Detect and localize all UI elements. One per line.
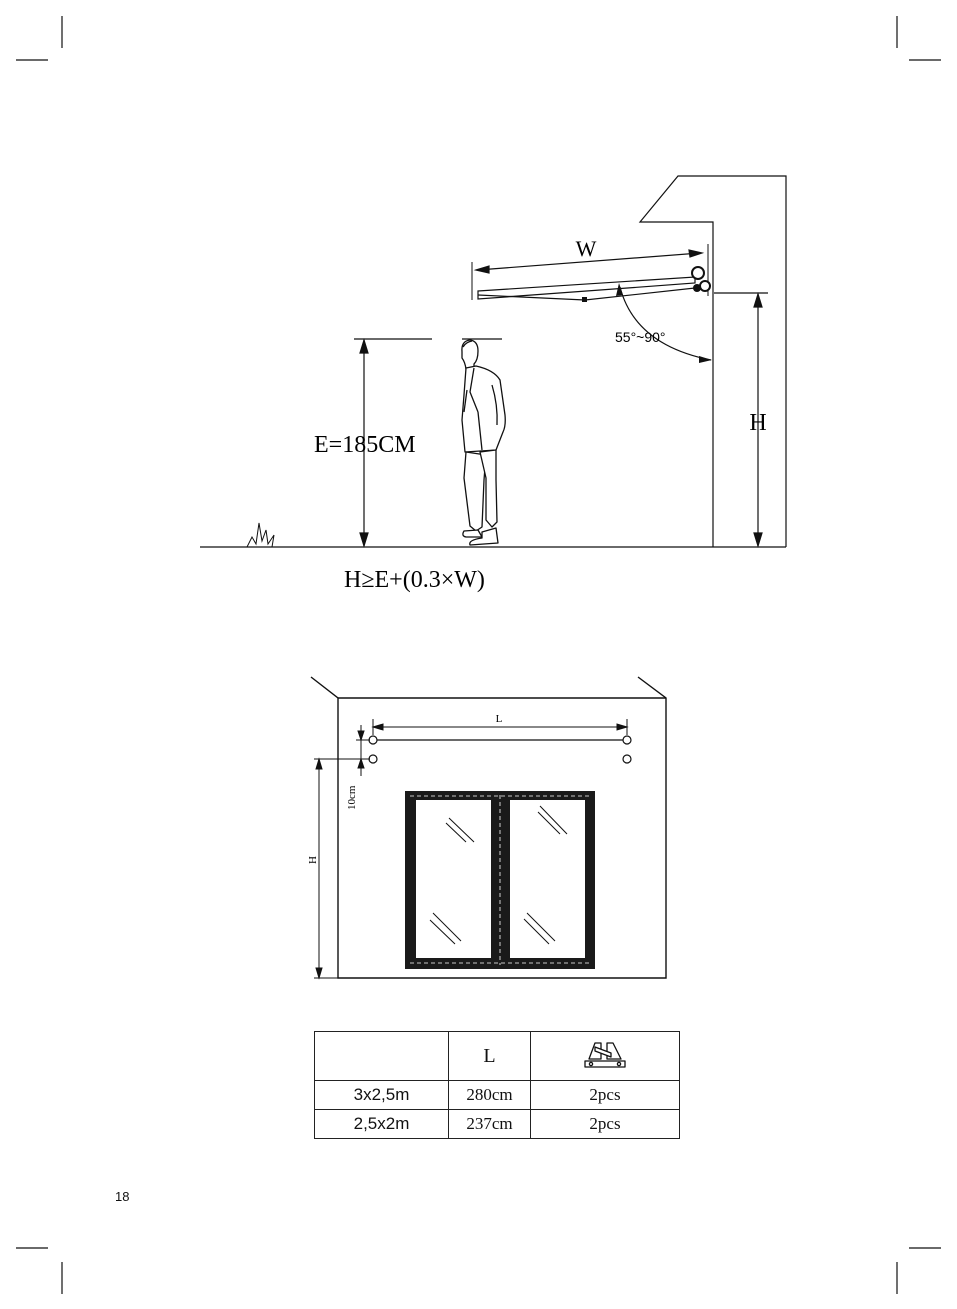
header-length-cell: L: [449, 1032, 531, 1081]
width-label: W: [575, 236, 597, 261]
offset-label: 10cm: [346, 785, 358, 810]
table-row: [315, 1110, 680, 1139]
person-figure: [462, 340, 505, 545]
table-header-row: [315, 1032, 680, 1081]
front-height-label: H: [307, 856, 319, 864]
side-view-diagram: [0, 0, 957, 620]
page-number: 18: [115, 1189, 130, 1204]
grass-icon: [247, 523, 274, 547]
mount-points: [369, 736, 631, 763]
eave-label: E=185CM: [314, 432, 416, 458]
front-height-dimension: [314, 759, 370, 978]
angle-label: 55°~90°: [615, 329, 666, 345]
size-cell: 2,5x2m: [315, 1110, 449, 1139]
length-label: L: [495, 713, 503, 725]
length-cell: 237cm: [449, 1110, 531, 1139]
brackets-cell: 2pcs: [531, 1110, 680, 1139]
bracket-icon: [581, 1037, 629, 1071]
formula-text: H≥E+(0.3×W): [344, 567, 485, 593]
offset-dimension: [356, 725, 370, 776]
spec-table: [314, 1031, 680, 1139]
header-bracket-cell: [531, 1032, 680, 1081]
front-view-diagram: [0, 660, 957, 1000]
table-row: [315, 1081, 680, 1110]
angle-arc: [620, 287, 711, 360]
window-illustration: [405, 791, 595, 969]
size-cell: 3x2,5m: [315, 1081, 449, 1110]
height-label: H: [749, 410, 767, 436]
brackets-cell: 2pcs: [531, 1081, 680, 1110]
building-wall: [640, 176, 786, 547]
length-cell: 280cm: [449, 1081, 531, 1110]
header-size-cell: [315, 1032, 449, 1081]
